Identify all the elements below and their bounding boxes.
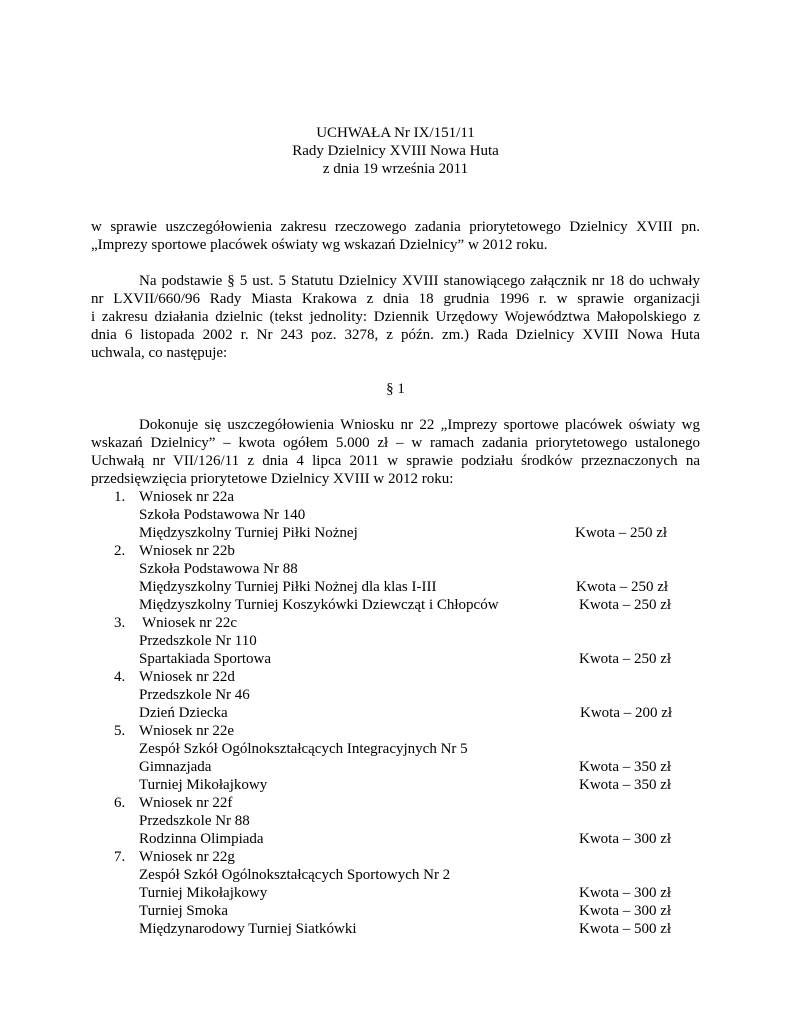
basis-line: nr LXVII/660/96 Rady Miasta Krakowa z dnia 18 grudnia 1996 r. w sprawie organizacji [91, 291, 700, 307]
amount: Kwota – 200 zł [580, 705, 673, 721]
amount: Kwota – 500 zł [579, 921, 672, 937]
event-name: Międzyszkolny Turniej Koszykówki Dziewcząt i Chłopców [139, 597, 499, 613]
institution-name: Zespół Szkół Ogólnokształcących Sportowych Nr 2 [139, 867, 451, 883]
amount: Kwota – 250 zł [575, 525, 668, 541]
basis-line: Na podstawie § 5 ust. 5 Statutu Dzielnicy XVIII stanowiącego załącznik nr 18 do uchwały [139, 273, 700, 289]
institution-name: Przedszkole Nr 88 [139, 813, 250, 829]
amount: Kwota – 250 zł [579, 597, 672, 613]
event-name: Międzyszkolny Turniej Piłki Nożnej [139, 525, 358, 541]
list-number: 2. [114, 543, 126, 559]
event-name: Dzień Dziecka [139, 705, 228, 721]
request-number: Wniosek nr 22c [142, 615, 237, 631]
event-name: Turniej Mikołajkowy [139, 885, 268, 901]
event-name: Spartakiada Sportowa [139, 651, 272, 667]
institution-name: Przedszkole Nr 110 [139, 633, 257, 649]
paragraph-line: Dokonuje się uszczegółowienia Wniosku nr 22 „Imprezy sportowe placówek oświaty wg [139, 417, 700, 433]
subject-line: „Imprezy sportowe placówek oświaty wg wskazań Dzielnicy” w 2012 roku. [91, 237, 548, 253]
event-name: Rodzinna Olimpiada [139, 831, 264, 847]
list-number: 7. [114, 849, 126, 865]
event-name: Turniej Smoka [139, 903, 229, 919]
amount: Kwota – 250 zł [579, 651, 672, 667]
list-number: 5. [114, 723, 126, 739]
paragraph-line: przedsięwzięcia priorytetowe Dzielnicy XVIII w 2012 roku: [91, 471, 454, 487]
event-name: Turniej Mikołajkowy [139, 777, 268, 793]
event-name: Międzynarodowy Turniej Siatkówki [139, 921, 357, 937]
request-number: Wniosek nr 22b [139, 543, 235, 559]
amount: Kwota – 350 zł [579, 759, 672, 775]
list-number: 3. [114, 615, 126, 631]
resolution-title: UCHWAŁA Nr IX/151/11 [316, 125, 475, 141]
resolution-date: z dnia 19 września 2011 [322, 161, 469, 177]
basis-line: i zakresu działania dzielnic (tekst jednolity: Dziennik Urzędowy Województwa Małopolskiego z [91, 309, 700, 325]
institution-name: Szkoła Podstawowa Nr 88 [139, 561, 298, 577]
amount: Kwota – 300 zł [579, 885, 672, 901]
amount: Kwota – 350 zł [579, 777, 672, 793]
request-number: Wniosek nr 22g [139, 849, 235, 865]
amount: Kwota – 300 zł [579, 903, 672, 919]
paragraph-line: wskazań Dzielnicy” – kwota ogółem 5.000 zł – w ramach zadania priorytetowego ustalonego [91, 435, 700, 451]
subject-line: w sprawie uszczegółowienia zakresu rzeczowego zadania priorytetowego Dzielnicy XVIII pn. [91, 219, 700, 235]
list-number: 6. [114, 795, 126, 811]
basis-line: uchwala, co następuje: [91, 345, 228, 361]
institution-name: Szkoła Podstawowa Nr 140 [139, 507, 306, 523]
request-number: Wniosek nr 22a [139, 489, 234, 505]
request-number: Wniosek nr 22d [139, 669, 235, 685]
paragraph-line: Uchwałą nr VII/126/11 z dnia 4 lipca 2011 w sprawie podziału środków przeznaczonych na [91, 453, 700, 469]
institution-name: Przedszkole Nr 46 [139, 687, 250, 703]
event-name: Międzyszkolny Turniej Piłki Nożnej dla klas I-III [139, 579, 437, 595]
amount: Kwota – 250 zł [576, 579, 669, 595]
list-number: 1. [114, 489, 126, 505]
request-number: Wniosek nr 22e [139, 723, 234, 739]
amount: Kwota – 300 zł [579, 831, 672, 847]
institution-name: Zespół Szkół Ogólnokształcących Integracyjnych Nr 5 [139, 741, 468, 757]
section-heading: § 1 [386, 381, 405, 397]
request-number: Wniosek nr 22f [139, 795, 233, 811]
event-name: Gimnazjada [139, 759, 212, 775]
basis-line: dnia 6 listopada 2002 r. Nr 243 poz. 3278, z późn. zm.) Rada Dzielnicy XVIII Nowa Huta [91, 327, 700, 343]
resolution-issuer: Rady Dzielnicy XVIII Nowa Huta [292, 143, 499, 159]
list-number: 4. [114, 669, 126, 685]
